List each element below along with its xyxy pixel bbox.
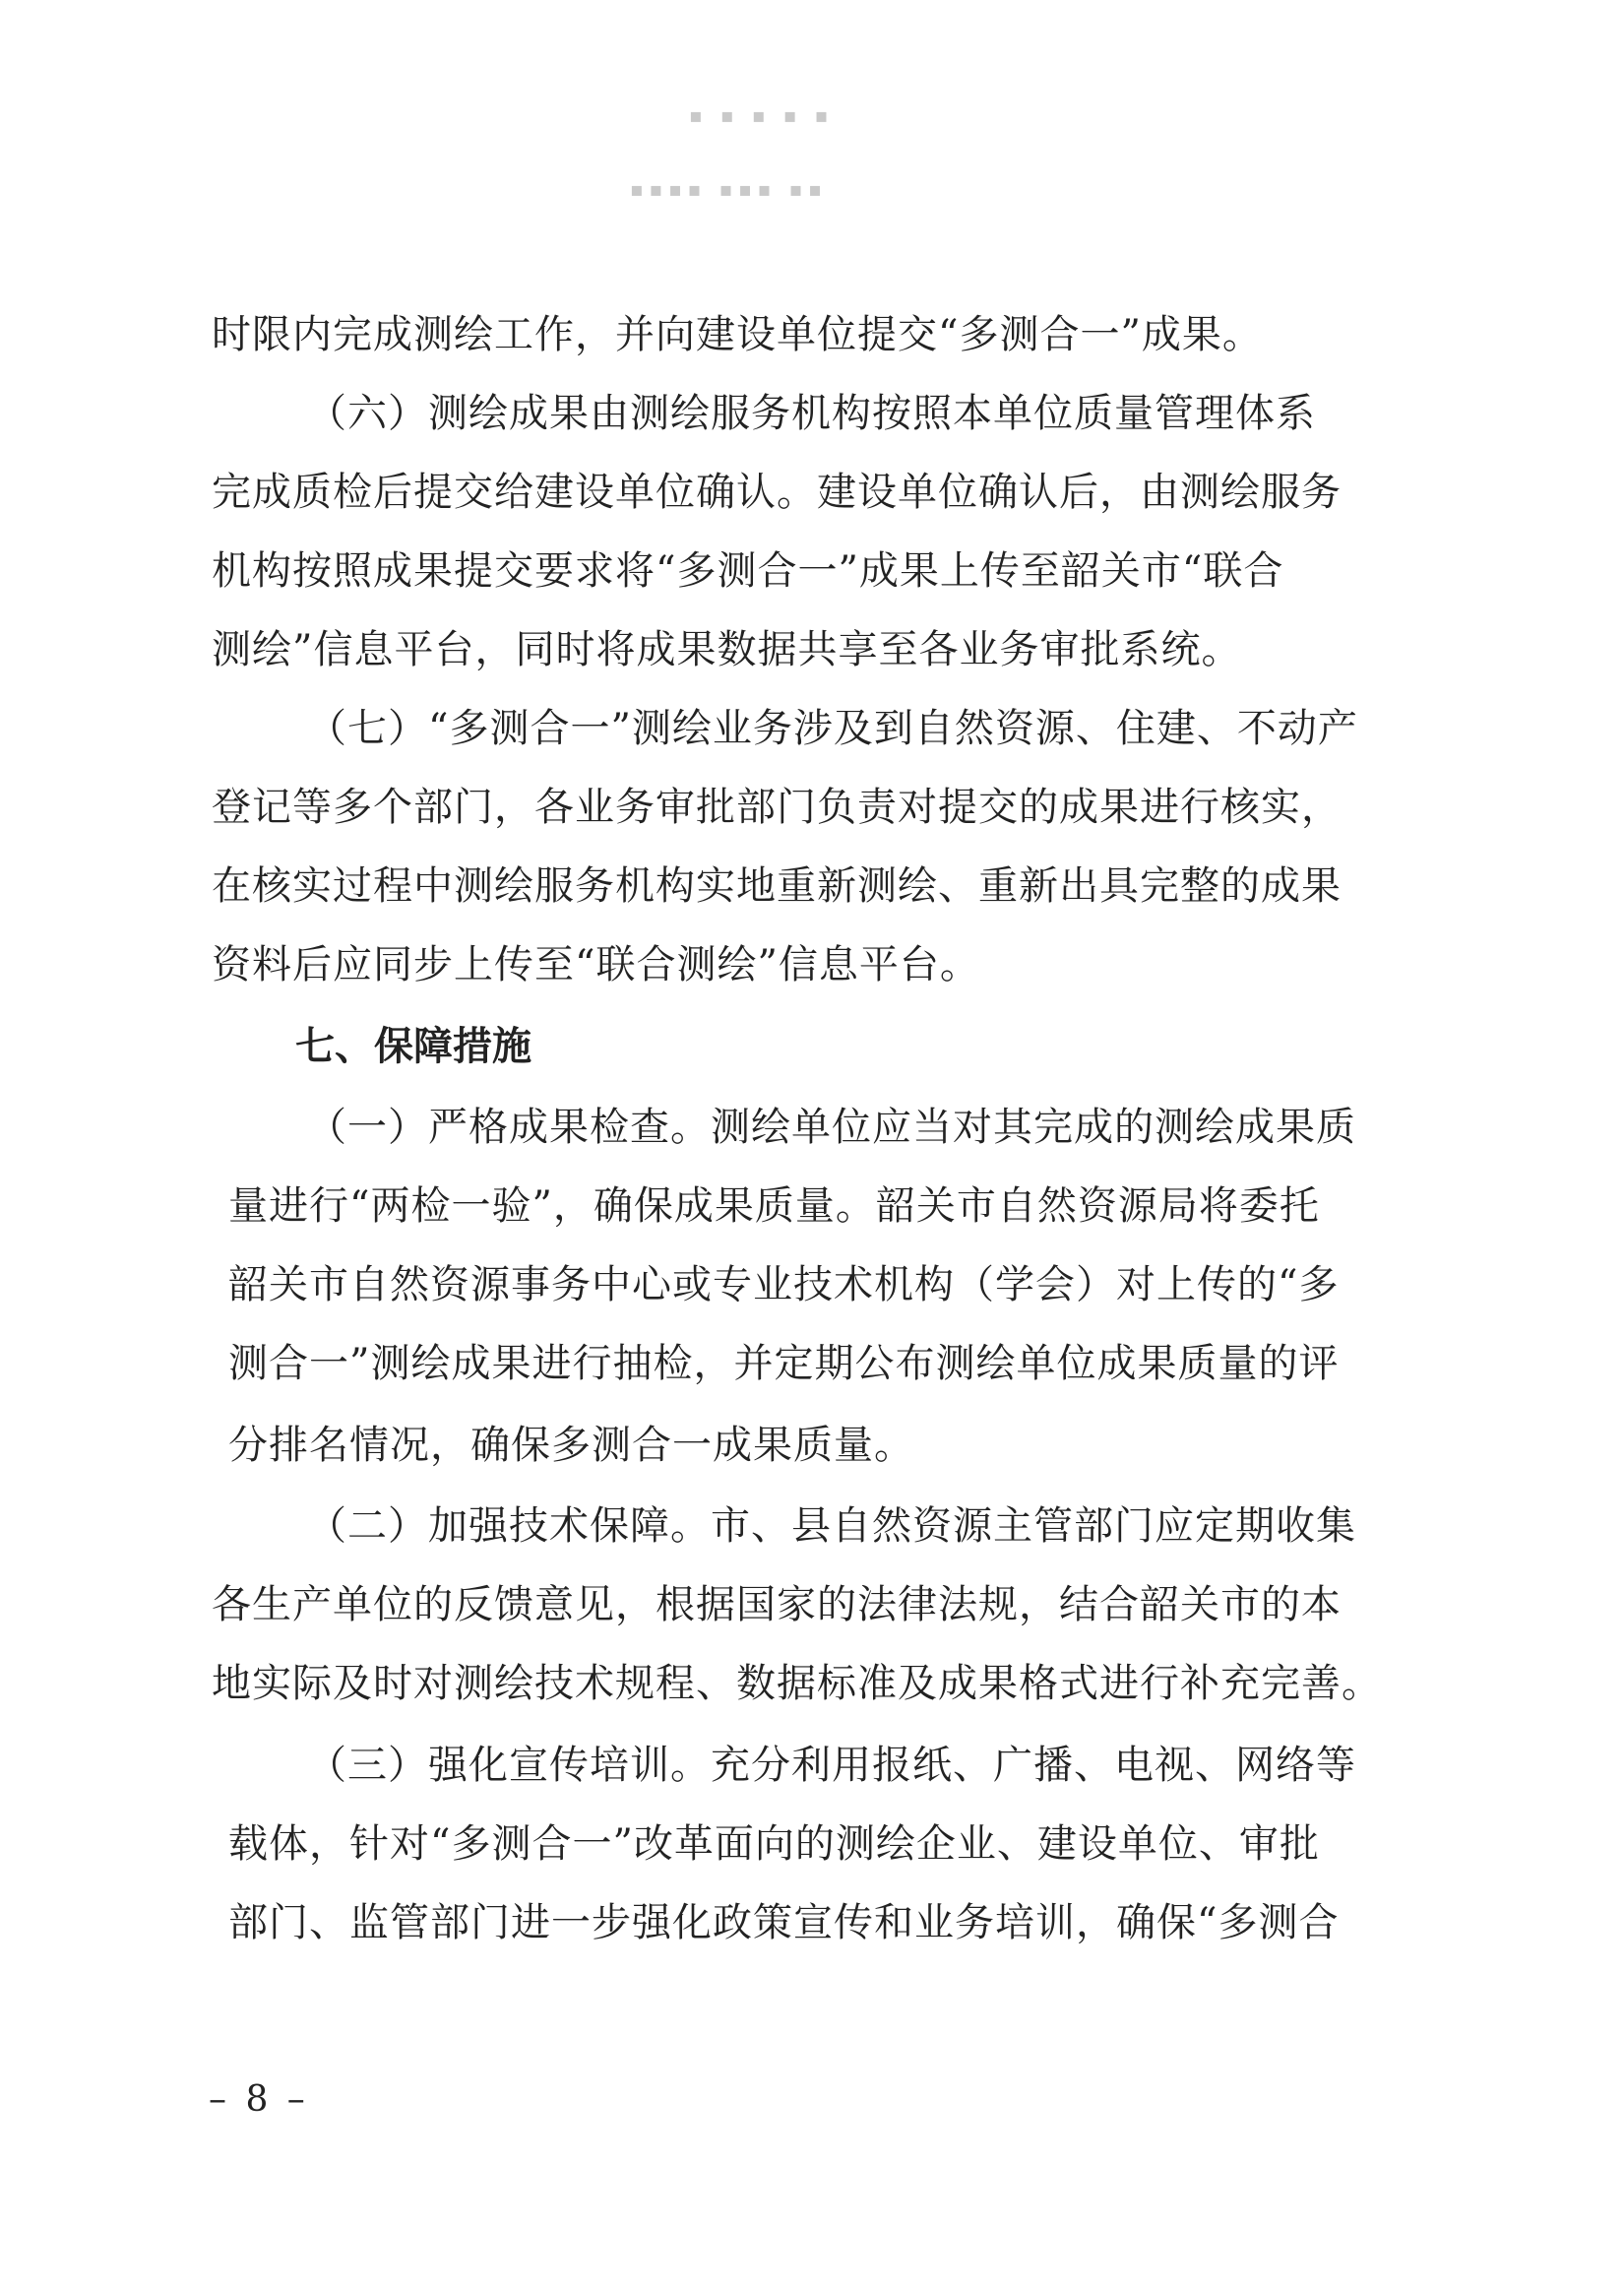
paragraph-line: （三）强化宣传培训。充分利用报纸、广播、电视、网络等 [307, 1743, 1356, 1788]
bleed-through-mark: ▪▪▪▪ ▪▪▪ ▪▪ [630, 177, 828, 201]
paragraph-line: （六）测绘成果由测绘服务机构按照本单位质量管理体系 [307, 391, 1316, 436]
paragraph-line: 机构按照成果提交要求将“多测合一”成果上传至韶关市“联合 [212, 548, 1284, 594]
paragraph-line: 载体，针对“多测合一”改革面向的测绘企业、建设单位、审批 [228, 1821, 1320, 1867]
section-heading: 七、保障措施 [295, 1024, 531, 1069]
paragraph-line: （一）严格成果检查。测绘单位应当对其完成的测绘成果质 [307, 1105, 1356, 1150]
paragraph-line: 量进行“两检一验”，确保成果质量。韶关市自然资源局将委托 [228, 1183, 1320, 1229]
paragraph-line: 资料后应同步上传至“联合测绘”信息平台。 [212, 942, 980, 987]
bleed-through-mark: ▪ ▪ ▪ ▪ ▪ [689, 103, 835, 127]
paragraph-line: 测合一”测绘成果进行抽检，并定期公布测绘单位成果质量的评 [228, 1341, 1340, 1386]
paragraph-line: 韶关市自然资源事务中心或专业技术机构（学会）对上传的“多 [228, 1262, 1340, 1307]
paragraph-line: 各生产单位的反馈意见，根据国家的法律法规，结合韶关市的本 [212, 1582, 1342, 1627]
paragraph-line: 在核实过程中测绘服务机构实地重新测绘、重新出具完整的成果 [212, 863, 1342, 909]
paragraph-line: 分排名情况，确保多测合一成果质量。 [228, 1423, 914, 1468]
paragraph-line: 时限内完成测绘工作，并向建设单位提交“多测合一”成果。 [212, 312, 1263, 357]
paragraph-line: （七）“多测合一”测绘业务涉及到自然资源、住建、不动产 [307, 706, 1358, 751]
paragraph-line: 完成质检后提交给建设单位确认。建设单位确认后，由测绘服务 [212, 470, 1342, 515]
paragraph-line: （二）加强技术保障。市、县自然资源主管部门应定期收集 [307, 1503, 1356, 1549]
page-number: – 8 – [209, 2079, 309, 2120]
paragraph-line: 测绘”信息平台，同时将成果数据共享至各业务审批系统。 [212, 627, 1242, 672]
paragraph-line: 登记等多个部门，各业务审批部门负责对提交的成果进行核实， [212, 785, 1342, 830]
paragraph-line: 部门、监管部门进一步强化政策宣传和业务培训，确保“多测合 [228, 1900, 1340, 1945]
paragraph-line: 地实际及时对测绘技术规程、数据标准及成果格式进行补充完善。 [212, 1661, 1382, 1706]
